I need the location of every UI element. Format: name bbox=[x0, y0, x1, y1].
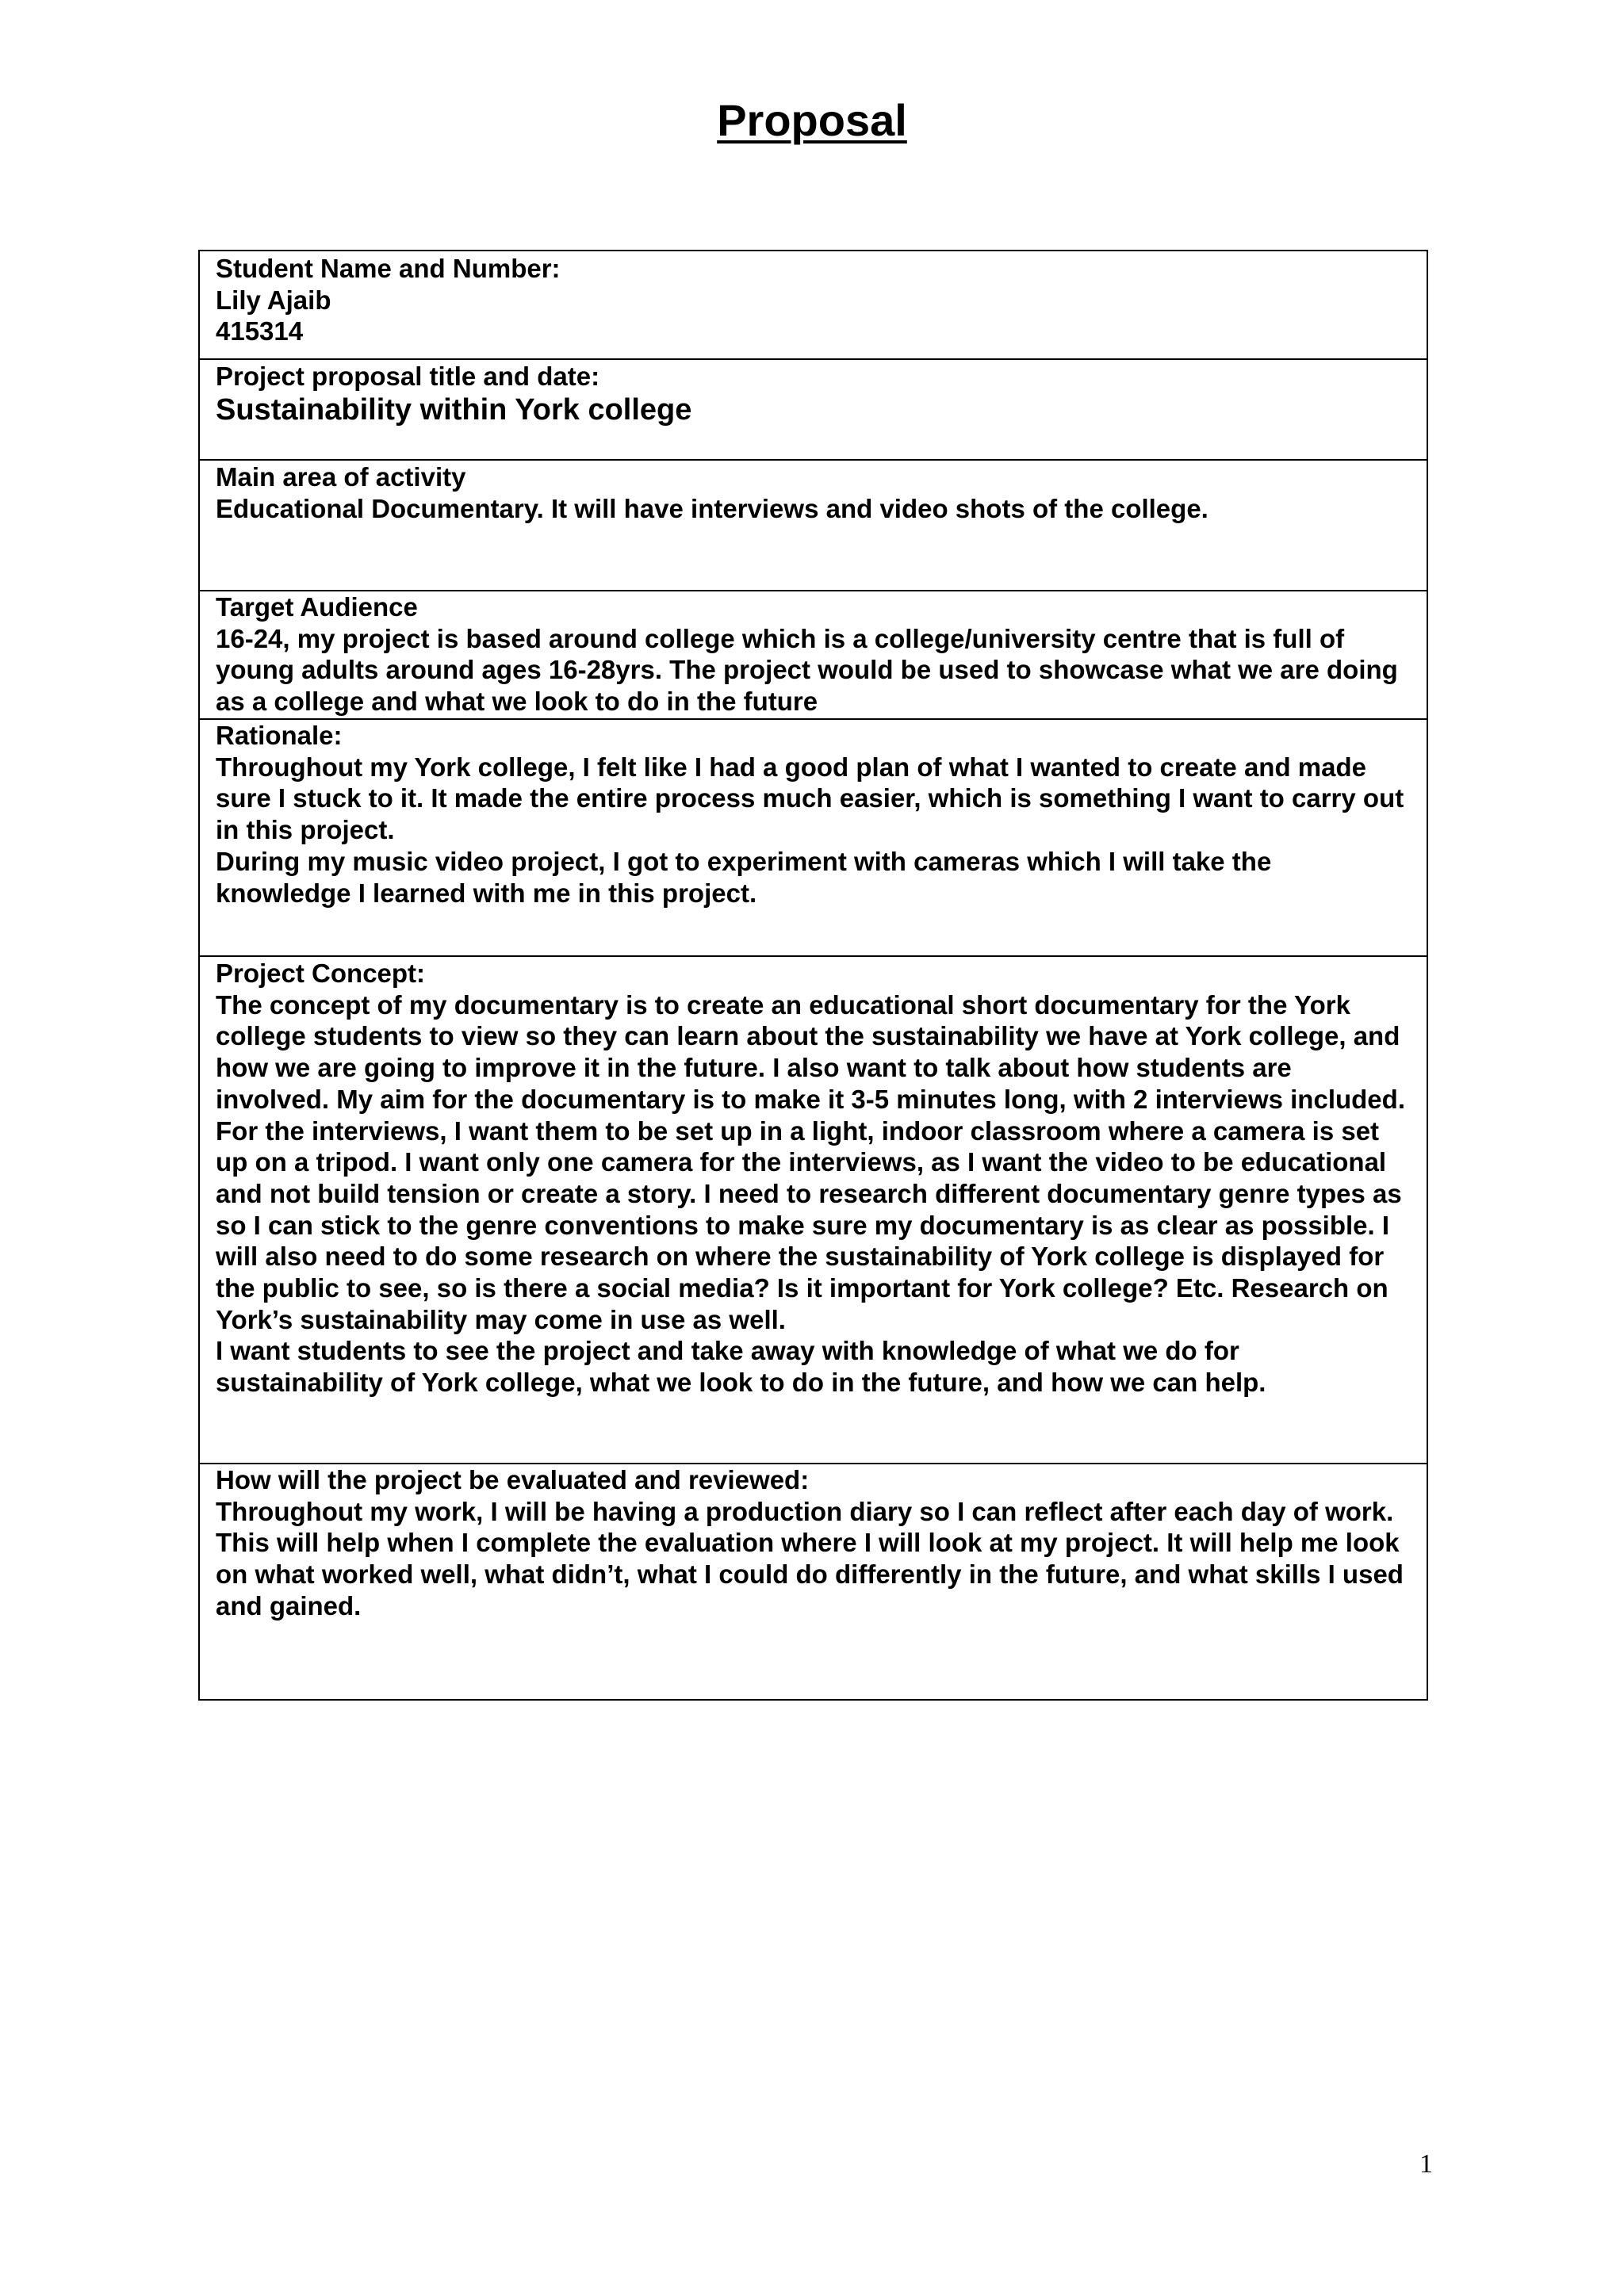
concept-paragraph-1: The concept of my documentary is to create an educational short documentary for the York college students to view so they can learn about the sustainability we have at York college, and how we are going to improve it in the future. I also want to talk about how students are involved. My aim for the documentary is to make it 3-5 minutes long, with 2 interviews included. For the interviews, I want them to be set up in a light, indoor classroom where a camera is set up on a tripod. I want only one camera for the interviews, as I want the video to be educational and not build tension or create a story. I need to research different documentary genre types as so I can stick to the genre conventions to make sure my documentary is as clear as possible. I will also need to do some research on where the sustainability of York college is displayed for the public to see, so is there a social media? Is it important for York college? Etc. Research on York’s sustainability may come in use as well. bbox=[216, 989, 1405, 1334]
student-name: Lily Ajaib bbox=[216, 285, 331, 315]
rationale-paragraph-1: Throughout my York college, I felt like I had a good plan of what I wanted to create and made sure I stuck to it. It made the entire process much easier, which is something I want to carry out in this project. bbox=[216, 752, 1404, 845]
rationale-paragraph-2: During my music video project, I got to experiment with cameras which I will take the knowledge I learned with me in this project. bbox=[216, 846, 1272, 908]
page-number: 1 bbox=[1419, 2149, 1433, 2179]
rationale-row bbox=[200, 718, 1427, 955]
target-audience-row bbox=[200, 590, 1427, 718]
concept-row bbox=[200, 955, 1427, 1463]
target-audience-label: Target Audience bbox=[216, 592, 418, 622]
project-title-row bbox=[200, 358, 1427, 459]
student-row bbox=[200, 251, 1427, 358]
rationale-label: Rationale: bbox=[216, 721, 343, 750]
evaluation-value: Throughout my work, I will be having a production diary so I can reflect after each day of work. This will help when I complete the evaluation where I will look at my project. It will help me look on what worked well, what didn’t, what I could do differently in the future, and what skills I used and gained. bbox=[216, 1496, 1404, 1621]
target-audience-value: 16-24, my project is based around college which is a college/university centre that is full of young adults around ages 16-28yrs. The project would be used to showcase what we are doing as a college and what we look to do in the future bbox=[216, 623, 1398, 717]
main-area-value: Educational Documentary. It will have interviews and video shots of the college. bbox=[216, 493, 1208, 523]
main-area-row bbox=[200, 459, 1427, 590]
page-title: Proposal bbox=[717, 95, 907, 145]
concept-label: Project Concept: bbox=[216, 959, 426, 988]
student-label: Student Name and Number: bbox=[216, 254, 561, 283]
project-title-label: Project proposal title and date: bbox=[216, 362, 600, 391]
proposal-table bbox=[198, 250, 1428, 1701]
concept-paragraph-2: I want students to see the project and take away with knowledge of what we do for sustainability of York college, what we look to do in the future, and how we can help. bbox=[216, 1336, 1266, 1398]
student-number: 415314 bbox=[216, 316, 304, 346]
project-title-value: Sustainability within York college bbox=[216, 392, 692, 427]
evaluation-label: How will the project be evaluated and reviewed: bbox=[216, 1465, 810, 1494]
evaluation-row bbox=[200, 1463, 1427, 1699]
main-area-label: Main area of activity bbox=[216, 462, 466, 492]
